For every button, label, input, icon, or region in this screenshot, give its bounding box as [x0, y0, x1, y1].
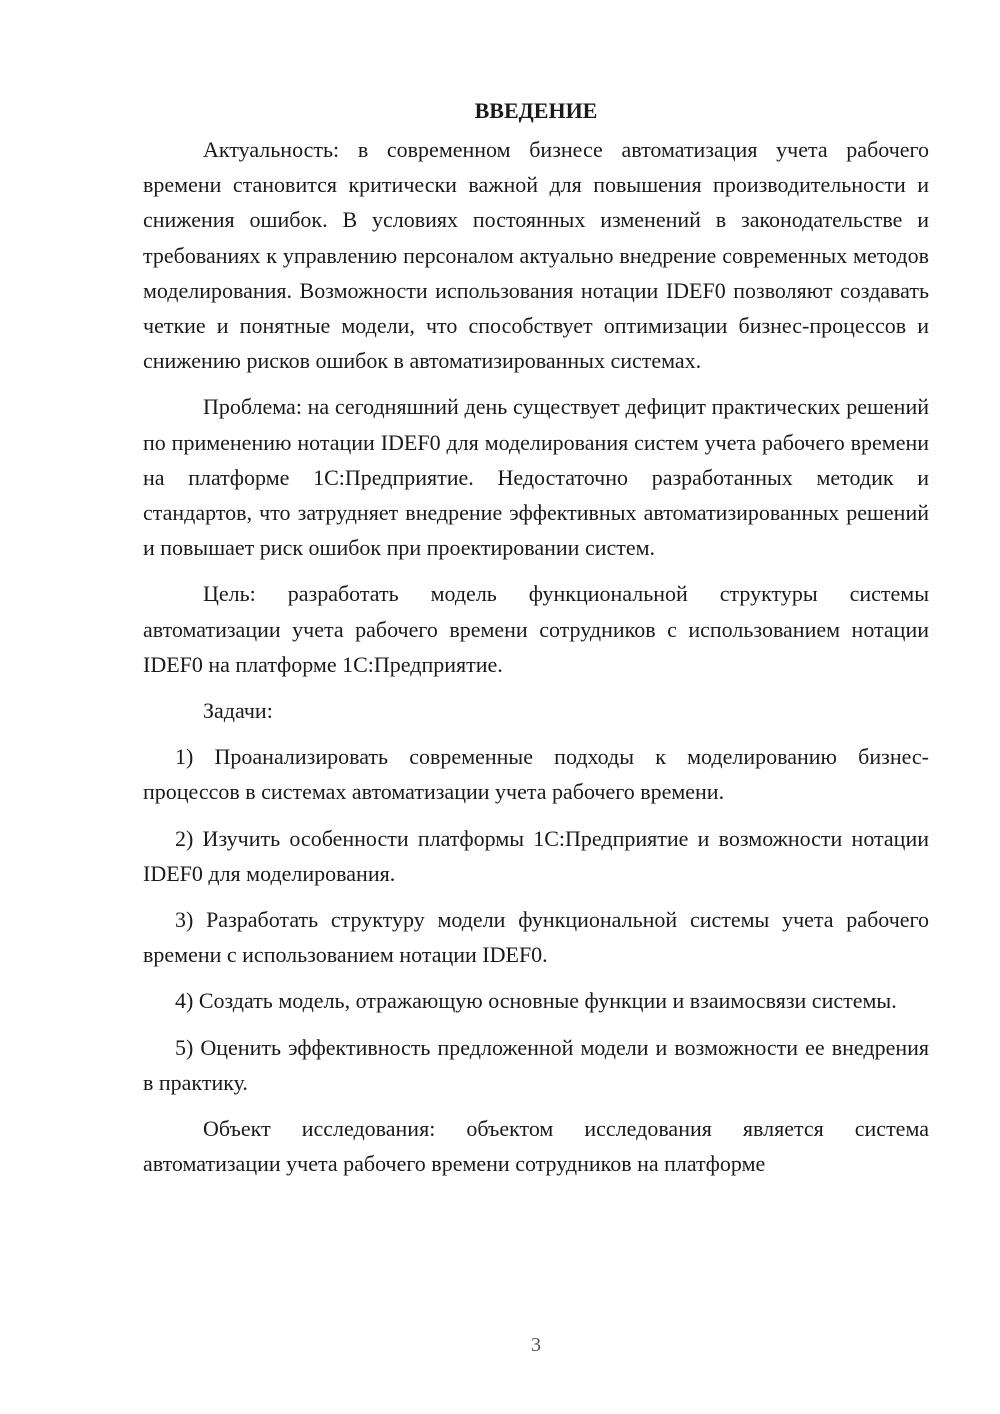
section-title: ВВЕДЕНИЕ — [474, 98, 598, 123]
tasks-heading: Задачи: — [203, 698, 273, 724]
paragraph-goal: Цель: разработать модель функциональной структуры системы автоматизации учета рабочего времени сотрудников с использованием нотации IDEF0 на платформе 1С:Предприятие. — [143, 581, 929, 677]
tasks-list — [143, 739, 929, 1100]
task-item-5: 5) Оценить эффективность предложенной модели и возможности ее внедрения в практику. — [143, 1034, 929, 1095]
paragraph-object: Объект исследования: объектом исследования является система автоматизации учета рабочего времени сотрудников на платформе — [143, 1116, 929, 1177]
task-item-3: 3) Разработать структуру модели функциональной системы учета рабочего времени с использованием нотации IDEF0. — [143, 907, 929, 968]
page-number: 3 — [531, 1334, 541, 1356]
task-item-1: 1) Проанализировать современные подходы к моделированию бизнес-процессов в системах автоматизации учета рабочего времени. — [143, 744, 929, 805]
task-item-2: 2) Изучить особенности платформы 1С:Предприятие и возможности нотации IDEF0 для моделирования. — [143, 825, 929, 886]
paragraph-problem: Проблема: на сегодняшний день существует дефицит практических решений по применению нотации IDEF0 для моделирования систем учета рабочего времени на платформе 1С:Предприятие. Недостаточно разработанных методик и стандартов, что затрудняет внедрение эффективных автоматизированных решений и повышает риск ошибок при проектировании систем. — [143, 394, 929, 561]
paragraph-relevance: Актуальность: в современном бизнесе автоматизация учета рабочего времени становится критически важной для повышения производительности и снижения ошибок. В условиях постоянных изменений в законодательстве и требованиях к управлению персоналом актуально внедрение современных методов моделирования. Возможности использования нотации IDEF0 позволяют создавать четкие и понятные модели, что способствует оптимизации бизнес-процессов и снижению рисков ошибок в автоматизированных системах. — [143, 137, 929, 374]
document-page — [143, 96, 929, 1192]
task-item-4: 4) Создать модель, отражающую основные функции и взаимосвязи системы. — [175, 988, 897, 1014]
